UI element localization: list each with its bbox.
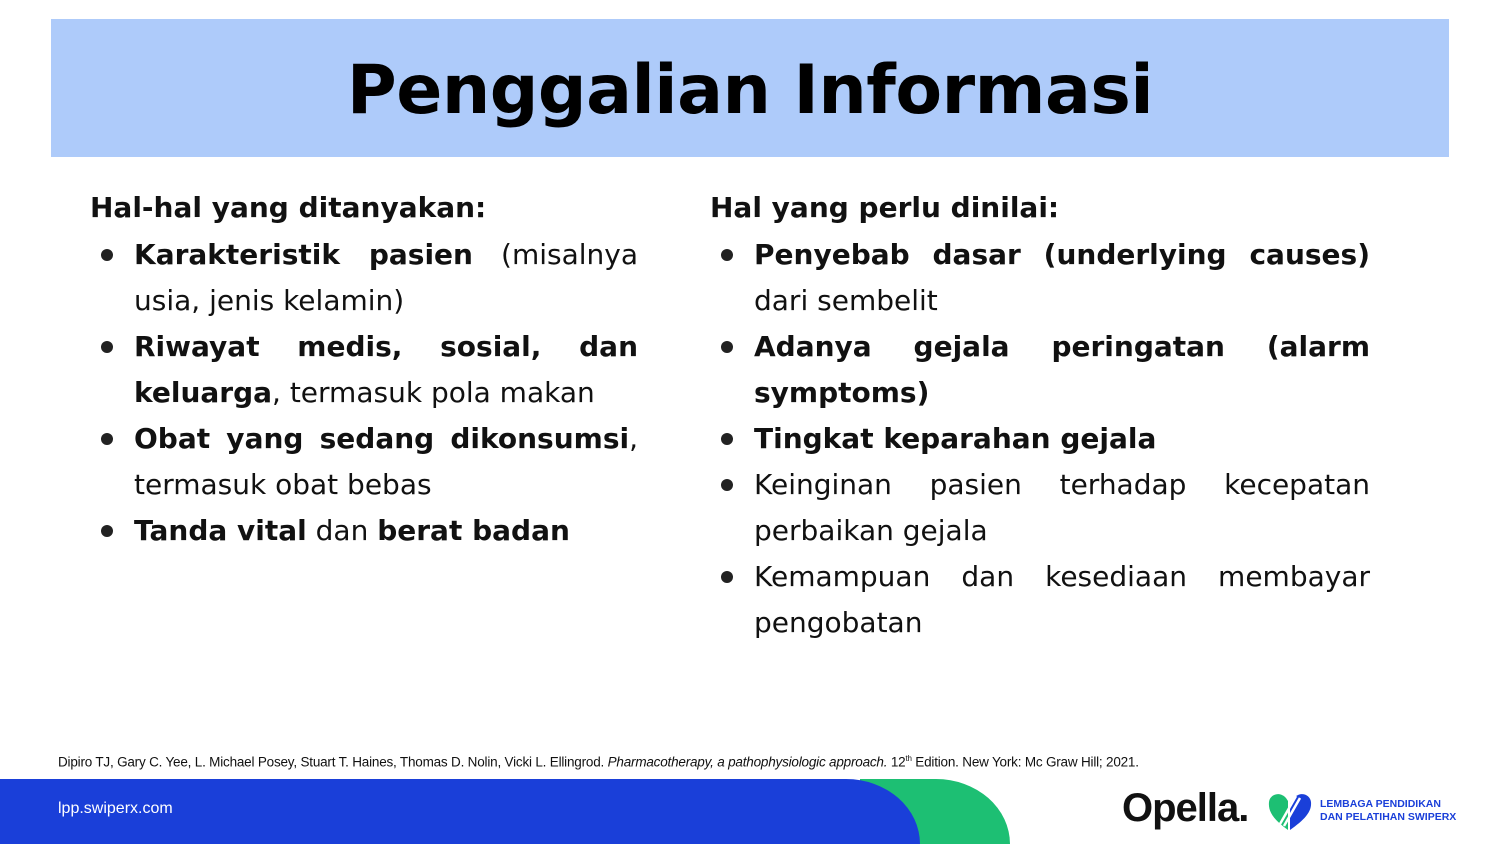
reference-publisher: Edition. New York: Mc Graw Hill; 2021.: [911, 754, 1139, 770]
list-item: [90, 232, 638, 324]
footer-url-link[interactable]: lpp.swiperx.com: [58, 800, 173, 817]
list-item: [710, 554, 1370, 646]
page-title: Penggalian Informasi: [346, 50, 1154, 130]
bullet-icon: [721, 249, 733, 261]
item-bold-text: Karakteristik pasien: [134, 238, 473, 271]
list-item: [90, 324, 638, 416]
list-item: [710, 462, 1370, 554]
left-column-heading: Hal-hal yang ditanyakan:: [90, 191, 487, 224]
item-bold-text: Obat yang sedang dikonsumsi: [134, 422, 630, 455]
list-item: [710, 324, 1370, 416]
item-bold-text: Riwayat medis, sosial, dan keluarga: [134, 330, 638, 409]
lpp-swiperx-logo: [1266, 790, 1476, 834]
item-text: dan: [306, 514, 378, 547]
title-banner: [51, 19, 1449, 157]
lpp-logo-text: [1320, 798, 1456, 824]
list-item: [90, 508, 638, 554]
item-bold-text: Tingkat keparahan gejala: [754, 422, 1157, 455]
item-text: , termasuk obat bebas: [134, 422, 638, 501]
list-item: [710, 232, 1370, 324]
reference-edition: 12: [887, 754, 906, 770]
heart-logo-icon: [1266, 790, 1314, 832]
item-bold-text: Penyebab dasar (underlying causes): [754, 238, 1370, 271]
bullet-icon: [101, 525, 113, 537]
reference-book-title: Pharmacotherapy, a pathophysiologic approach.: [607, 754, 888, 770]
bullet-icon: [101, 249, 113, 261]
bullet-icon: [101, 433, 113, 445]
item-text: Kemampuan dan kesediaan membayar pengobatan: [754, 560, 1370, 639]
item-bold-text: Adanya gejala peringatan (alarm symptoms): [754, 330, 1370, 409]
lpp-logo-line1: LEMBAGA PENDIDIKAN: [1320, 798, 1441, 810]
list-item: [710, 416, 1370, 462]
item-bold-text: Tanda vital: [134, 514, 307, 547]
bullet-icon: [721, 433, 733, 445]
opella-logo: Opella.: [1122, 786, 1249, 830]
lpp-logo-line2: DAN PELATIHAN SWIPERX: [1320, 811, 1457, 823]
item-text: Keinginan pasien terhadap kecepatan perbaikan gejala: [754, 468, 1370, 547]
bullet-icon: [721, 571, 733, 583]
reference-edition-suffix: th: [905, 754, 912, 763]
reference-authors: Dipiro TJ, Gary C. Yee, L. Michael Posey, Stuart T. Haines, Thomas D. Nolin, Vicki L. Ellingrod.: [58, 754, 608, 770]
item-text: , termasuk pola makan: [272, 376, 595, 409]
list-item: [90, 416, 638, 508]
right-column-heading: Hal yang perlu dinilai:: [710, 191, 1060, 224]
item-text: dari sembelit: [754, 284, 938, 317]
bullet-icon: [101, 341, 113, 353]
bullet-icon: [721, 479, 733, 491]
item-text: (misalnya usia, jenis kelamin): [134, 238, 638, 317]
reference-citation: [58, 754, 1139, 770]
bullet-icon: [721, 341, 733, 353]
left-column: [90, 188, 638, 554]
left-bullet-list: [90, 232, 638, 554]
item-bold-text: berat badan: [377, 514, 570, 547]
right-bullet-list: [710, 232, 1370, 646]
right-column: [710, 188, 1370, 646]
